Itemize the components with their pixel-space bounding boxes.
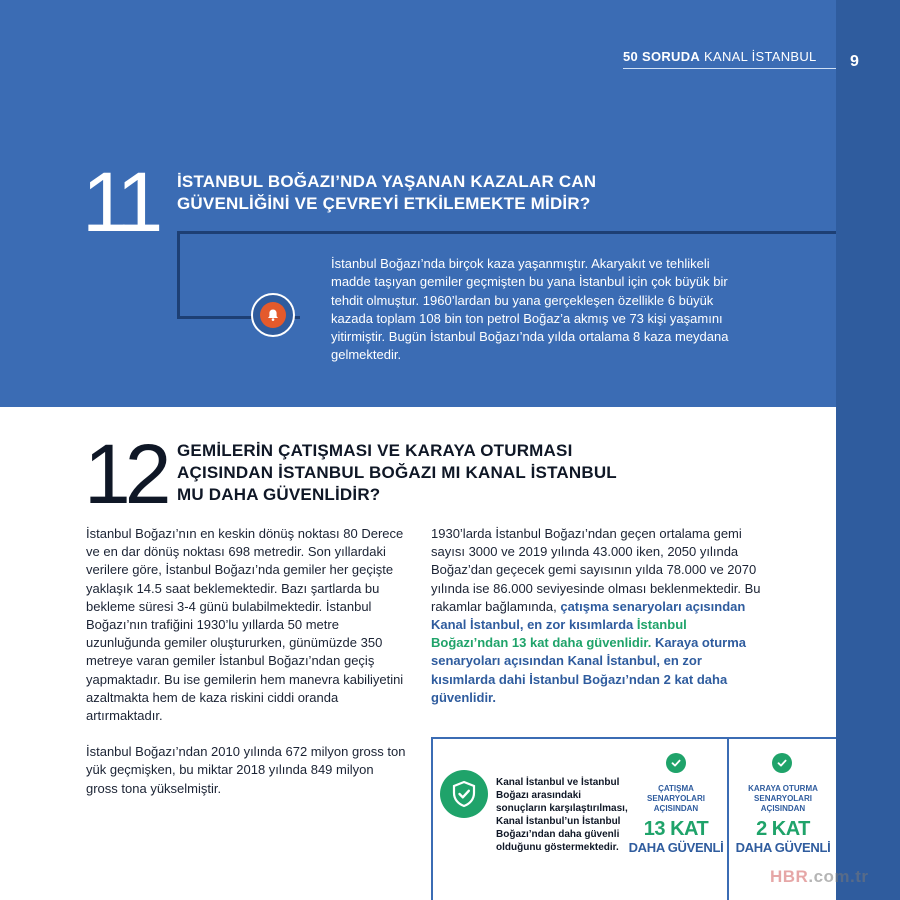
thirteen-times-highlight: İstanbul Boğazı’ndan 13 kat daha güvenlidir. [431, 617, 687, 651]
comparison-summary-text: Kanal İstanbul ve İstanbul Boğazı arasındaki sonuçların karşılaştırılması, Kanal İstanbul’un İstanbul Boğazı’ndan daha güvenli olduğunu göstermektedir. [496, 777, 628, 853]
question-12-title: GEMİLERİN ÇATIŞMASI VE KARAYA OTURMASI AÇISINDAN İSTANBUL BOĞAZI MI KANAL İSTANBUL MU DAHA GÜVENLİDİR? [177, 441, 617, 504]
right-paragraph [431, 525, 761, 707]
question-11-answer: İstanbul Boğazı’nda birçok kaza yaşanmıştır. Akaryakıt ve tehlikeli madde taşıyan gemiler geçmişten bu yana İstanbul için çok büyük bir tehdit olmuştur. 1960’lardan bu yana gerçekleşen özellikle 6 büyük kazada toplam 108 bin ton petrol Boğaz’a akmış ve 73 kişi yaşamını yitirmiştir. Bugün İstanbul Boğazı’nda yılda ortalama 8 kaza meydana gelmektedir. [331, 256, 729, 363]
collision-highlight: çatışma senaryoları açısından Kanal İstanbul, en zor kısımlarda [431, 598, 746, 633]
right-edge-strip [836, 0, 900, 900]
right-plain-text: 1930’larda İstanbul Boğazı’ndan geçen ortalama gemi sayısı 3000 ve 2019 yılında 43.000 iken, 2050 yılında Boğaz’dan geçecek gemi sayısının yılda 78.000 ve 2070 yılında ise 86.000 seviyesinde olması beklenmektedir. Bu rakamlar bağlamında, [431, 526, 761, 614]
grounding-scenario-label: KARAYA OTURMA SENARYOLARI AÇISINDAN [748, 784, 818, 813]
page-number: 9 [850, 53, 859, 70]
info-box-divider [727, 737, 729, 900]
left-paragraph-1: İstanbul Boğazı’nın en keskin dönüş noktası 80 Derece ve en dar dönüş noktası 698 metredir. Son yıllardaki verilere göre, İstanbul Boğazı’nda gemiler her geçişte yaklaşık 14.5 saat beklemektedir. Bazı şartlarda bu bekleme süresi 3-4 günü bulabilmektedir. İstanbul Boğazı’nın trafiğini 1930’lu yıllarda 50 metre uzunluğunda gemiler oluştururken, günümüzde 350 metreye varan gemiler İstanbul Boğazı’ndan geçiş yapmaktadır. Bu ise gemilerin hem manevra kabiliyetini azaltmakta hem de kaza riskini ciddi oranda artırmaktadır. [86, 526, 404, 724]
grounding-safety-value: 2 KAT [756, 818, 810, 840]
bell-glyph-icon [266, 308, 280, 322]
collision-safety-value: 13 KAT [643, 818, 709, 840]
grounding-safety-caption: DAHA GÜVENLİ [735, 840, 831, 855]
check-glyph-icon [670, 757, 682, 769]
alert-bell-core [260, 302, 286, 328]
watermark-brand: HBR [770, 867, 809, 886]
collision-safety-caption: DAHA GÜVENLİ [628, 840, 724, 855]
header-title-rest: KANAL İSTANBUL [700, 49, 817, 64]
check-glyph-icon [776, 757, 788, 769]
running-header [623, 49, 817, 64]
grounding-highlight: Karaya oturma senaryoları açısından Kanal İstanbul, en zor kısımlarda dahi İstanbul Boğazı’ndan 2 kat daha güvenlidir. [431, 635, 746, 705]
question-12-number: 12 [84, 427, 166, 521]
check-badge-icon [772, 753, 792, 773]
shield-glyph-icon [449, 779, 479, 809]
shield-check-icon [440, 770, 488, 818]
check-badge-icon [666, 753, 686, 773]
header-rule [623, 68, 836, 69]
header-title-bold: 50 SORUDA [623, 49, 701, 64]
question-11-title: İSTANBUL BOĞAZI’NDA YAŞANAN KAZALAR CAN GÜVENLİĞİNİ VE ÇEVREYİ ETKİLEMEKTE MİDİR? [177, 172, 597, 213]
watermark-domain: .com.tr [808, 867, 869, 886]
collision-scenario-label: ÇATIŞMA SENARYOLARI AÇISINDAN [647, 784, 705, 813]
question-12-left-column [86, 525, 408, 798]
question-12-right-column [431, 525, 761, 707]
question-11-number: 11 [82, 155, 158, 249]
site-watermark [770, 867, 869, 887]
alert-bell-icon [251, 293, 295, 337]
left-paragraph-2: İstanbul Boğazı’ndan 2010 yılında 672 milyon gross ton yük geçmişken, bu miktar 2018 yılında 849 milyon gross tona yükselmiştir. [86, 744, 406, 796]
